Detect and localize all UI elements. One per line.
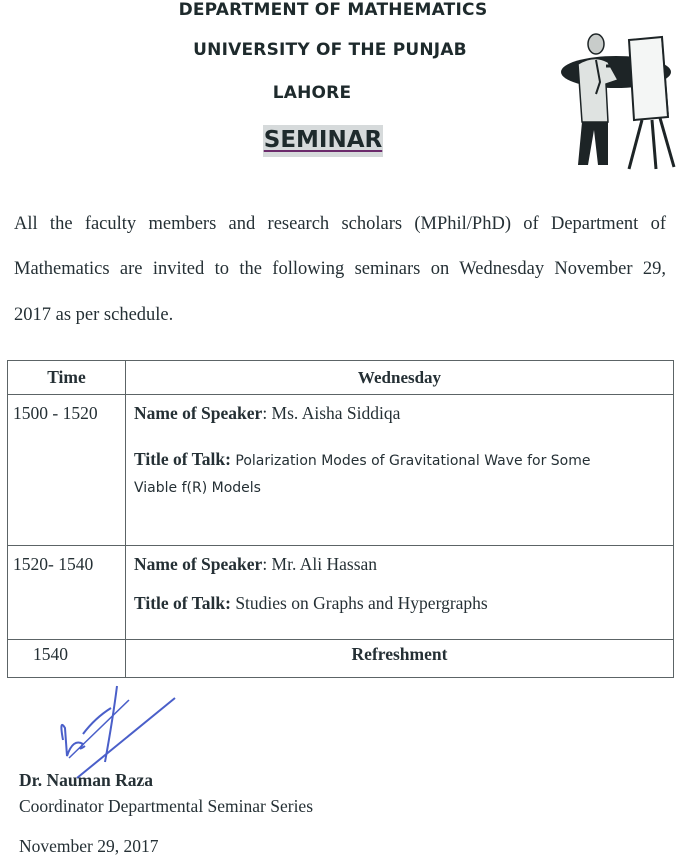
table-row bbox=[8, 546, 674, 640]
presenter-at-flipchart-icon bbox=[556, 22, 676, 170]
table-row bbox=[8, 640, 674, 678]
time-cell: 1520- 1540 bbox=[8, 546, 126, 640]
seminar-title-text: SEMINAR bbox=[263, 127, 383, 153]
speaker-name: : Ms. Aisha Siddiqa bbox=[262, 403, 401, 423]
time-cell: 1540 bbox=[8, 640, 126, 678]
intro-line-3: 2017 as per schedule. bbox=[14, 305, 174, 325]
notice-date: November 29, 2017 bbox=[19, 836, 159, 856]
talk-cell bbox=[126, 395, 674, 546]
time-cell: 1500 - 1520 bbox=[8, 395, 126, 546]
event-cell: Refreshment bbox=[126, 640, 674, 678]
intro-line-2: Mathematics are invited to the following seminars on Wednesday November 29, bbox=[14, 259, 666, 279]
header-time: Time bbox=[8, 361, 126, 395]
speaker-name: : Mr. Ali Hassan bbox=[262, 554, 378, 574]
speaker-label: Name of Speaker bbox=[134, 403, 263, 423]
header-day: Wednesday bbox=[126, 361, 674, 395]
talk-title: Studies on Graphs and Hypergraphs bbox=[230, 593, 488, 613]
department-heading: DEPARTMENT OF MATHEMATICS bbox=[178, 0, 488, 20]
table-header-row bbox=[8, 361, 674, 395]
coordinator-name: Dr. Nauman Raza bbox=[19, 770, 154, 790]
talk-cell bbox=[126, 546, 674, 640]
seminar-title bbox=[263, 125, 383, 157]
university-heading: UNIVERSITY OF THE PUNJAB bbox=[193, 40, 467, 60]
coordinator-role: Coordinator Departmental Seminar Series bbox=[19, 796, 314, 816]
intro-line-1: All the faculty members and research scholars (MPhil/PhD) of Department of bbox=[14, 214, 666, 234]
seminar-schedule-table bbox=[7, 360, 674, 678]
speaker-label: Name of Speaker bbox=[134, 554, 263, 574]
title-label: Title of Talk: bbox=[134, 449, 231, 469]
talk-title: Polarization Modes of Gravitational Wave for Some Viable f(R) Models bbox=[134, 453, 591, 496]
city-heading: LAHORE bbox=[272, 83, 352, 103]
title-label: Title of Talk: bbox=[134, 593, 231, 613]
table-row bbox=[8, 395, 674, 546]
